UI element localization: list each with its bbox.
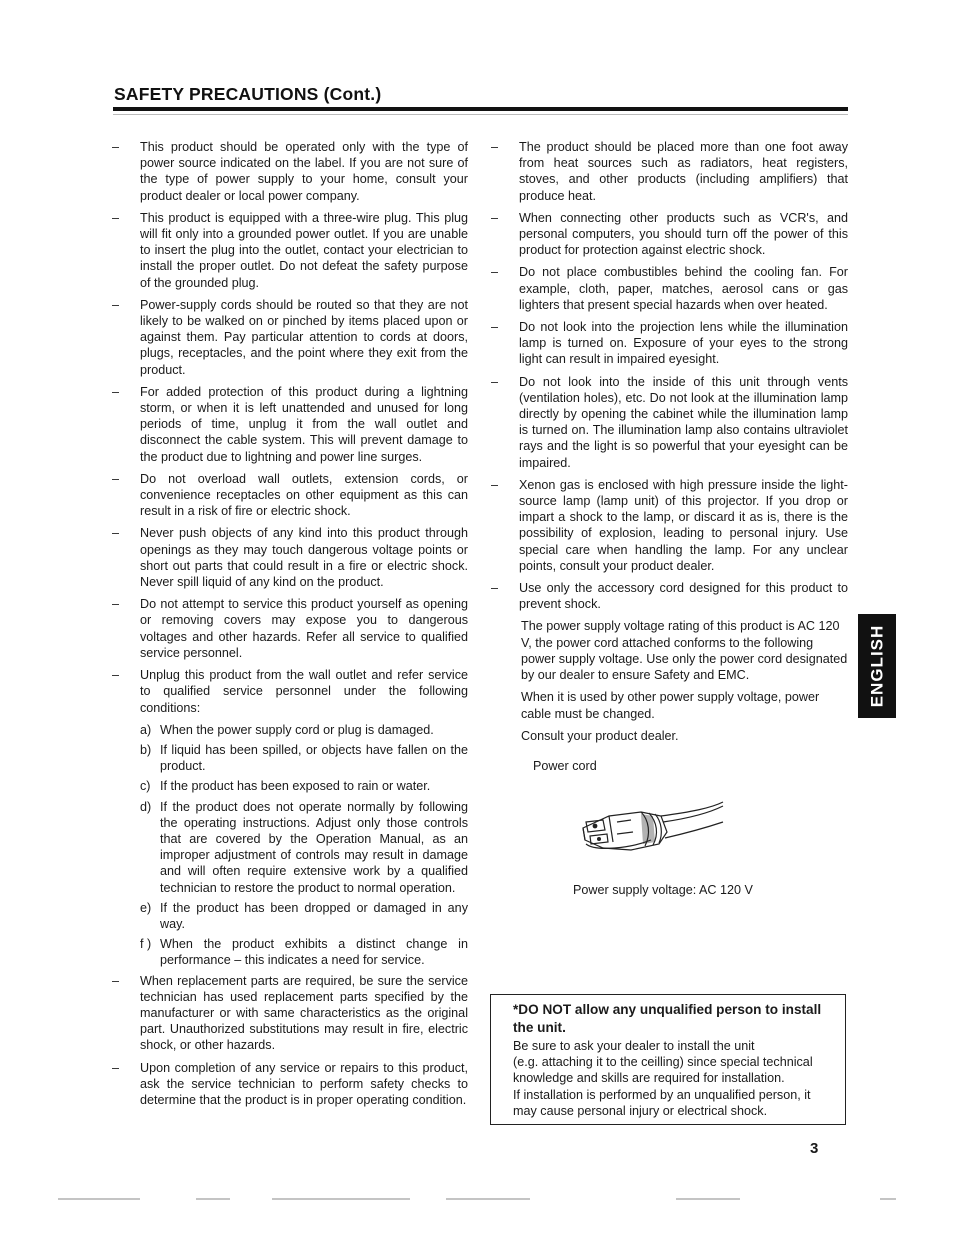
notice-line: If installation is performed by an unqualified person, it may cause personal injury or electrical shock. <box>513 1087 811 1118</box>
precaution-text: Do not overload wall outlets, extension cords, or convenience receptacles on other equipment as this can result in a risk of fire or electric shock. <box>140 471 468 519</box>
header-rule <box>113 107 848 111</box>
dash-bullet: – <box>112 140 120 154</box>
precaution-item <box>112 1060 468 1109</box>
condition-text: If the product has been exposed to rain or water. <box>160 779 431 794</box>
precaution-item <box>112 596 468 661</box>
precaution-text: Do not place combustibles behind the cooling fan. For example, cloth, paper, matches, aerosol cans or gas lighters that present special hazards when over heated. <box>519 265 848 312</box>
dash-bullet: – <box>112 471 120 486</box>
precaution-text: This product should be operated only with the type of power source indicated on the label. If you are not sure of the type of power supply to your home, consult your product dealer or local power company. <box>140 140 468 203</box>
precaution-text: Do not attempt to service this product yourself as opening or removing covers may expose you to dangerous voltages and other hazards. Refer all service to qualified service personnel. <box>140 597 468 660</box>
dash-bullet: – <box>491 320 499 335</box>
condition-label: b) <box>140 742 152 757</box>
precaution-text: Do not look into the inside of this unit through vents (ventilation holes), etc. Do not look at the illumination lamp directly by opening the cabinet while the illumination lamp is turned on. The illumination lamp also contains ultraviolet rays and the light is so powerful that your eyesight can be impaired. <box>519 374 848 470</box>
condition-label: d) <box>140 799 152 814</box>
dash-bullet: – <box>112 668 120 683</box>
precaution-text: For added protection of this product during a lightning storm, or when it is left unattended and unused for long periods of time, unplug it from the wall outlet and disconnect the cable system. This will prevent damage to the product due to lightning and power line surges. <box>140 384 468 464</box>
precaution-text: When replacement parts are required, be sure the service technician has used replacement parts specified by the manufacturer or with same characteristics as the original part. Unauthorized substitutions may result in fire, electric shock, or other hazards. <box>140 973 468 1053</box>
power-voltage-paragraph: When it is used by other power supply voltage, power cable must be changed. <box>521 690 820 721</box>
condition-item <box>112 742 468 774</box>
dash-bullet: – <box>112 1060 120 1075</box>
language-tab <box>858 614 896 718</box>
dash-bullet: – <box>491 140 499 154</box>
notice-line: (e.g. attaching it to the ceilling) since special technical knowledge and skills are required for installation. <box>513 1055 813 1086</box>
precaution-text: The product should be placed more than one foot away from heat sources such as radiators, heat registers, stoves, and other products (including amplifiers) that produce heat. <box>519 140 848 203</box>
condition-item <box>112 936 468 968</box>
right-column <box>491 139 848 898</box>
precaution-item <box>491 319 848 368</box>
condition-item <box>112 900 468 932</box>
dash-bullet: – <box>491 210 499 225</box>
dash-bullet: – <box>112 210 120 225</box>
dash-bullet: – <box>491 581 499 596</box>
dash-bullet: – <box>491 374 499 389</box>
precaution-text: Unplug this product from the wall outlet and refer service to qualified service personnel under the following conditions: <box>140 668 468 715</box>
condition-text: When the product exhibits a distinct change in performance – this indicates a need for service. <box>160 937 468 968</box>
precaution-item <box>491 477 848 574</box>
precaution-text: Power-supply cords should be routed so that they are not likely to be walked on or pinched by items placed upon or against them. Pay particular attention to cords at doors, plugs, receptacles, and the point where they exit from the product. <box>140 297 468 377</box>
condition-text: If the product does not operate normally by following the operating instructions. Adjust only those controls that are covered by the Operation Manual, as an improper adjustment of controls may result in damage and will often require extensive work by a qualified technician to restore the product to normal operation. <box>160 799 468 895</box>
condition-item <box>112 778 468 794</box>
power-cord-figure <box>491 782 848 872</box>
condition-label: e) <box>140 900 152 915</box>
power-cord-caption: Power supply voltage: AC 120 V <box>573 883 753 898</box>
consult-dealer-paragraph: Consult your product dealer. <box>521 728 679 743</box>
condition-item <box>112 799 468 896</box>
power-cord-label: Power cord <box>533 758 597 773</box>
notice-line: Be sure to ask your dealer to install the unit <box>513 1039 755 1053</box>
notice-title: *DO NOT allow any unqualified person to install the unit. <box>513 1002 822 1035</box>
precaution-item <box>112 667 468 716</box>
dash-bullet: – <box>112 526 120 541</box>
precaution-text: When connecting other products such as VCR's, and personal computers, you should turn off the power of this product for protection against electric shock. <box>519 210 848 258</box>
condition-text: When the power supply cord or plug is damaged. <box>160 722 434 737</box>
power-rating-paragraph: The power supply voltage rating of this product is AC 120 V, the power cord attached conforms to the following power supply voltage. Use only the power cord designated by our dealer to ensure Safety and EMC. <box>521 619 848 683</box>
dash-bullet: – <box>112 384 120 399</box>
precaution-item <box>491 139 848 204</box>
condition-label: a) <box>140 722 152 737</box>
dash-bullet: – <box>491 265 499 280</box>
precaution-text: Use only the accessory cord designed for this product to prevent shock. <box>519 581 848 612</box>
dash-bullet: – <box>112 597 120 612</box>
condition-label: c) <box>140 779 151 794</box>
condition-label: f ) <box>140 937 152 952</box>
precaution-text: Do not look into the projection lens while the illumination lamp is turned on. Exposure of your eyes to the strong light can result in impaired eyesight. <box>519 320 848 367</box>
precaution-item <box>112 297 468 378</box>
precaution-item <box>112 525 468 590</box>
installation-notice-box <box>490 994 846 1125</box>
dash-bullet: – <box>112 297 120 312</box>
precaution-text: This product is equipped with a three-wire plug. This plug will fit only into a grounded power outlet. If you are unable to insert the plug into the outlet, contact your electrician to install the proper outlet. Do not defeat the safety purpose of the grounded plug. <box>140 210 468 290</box>
precaution-item <box>112 471 468 520</box>
condition-text: If the product has been dropped or damaged in any way. <box>160 900 468 931</box>
precaution-item <box>112 139 468 204</box>
precaution-item <box>491 580 848 612</box>
precaution-item <box>491 264 848 313</box>
dash-bullet: – <box>112 973 120 988</box>
precaution-item <box>112 384 468 465</box>
precaution-item <box>112 210 468 291</box>
page-title: SAFETY PRECAUTIONS (Cont.) <box>114 84 382 104</box>
scan-artifact-lines <box>0 1196 954 1202</box>
precaution-item <box>112 973 468 1054</box>
left-column <box>112 139 468 1114</box>
condition-item <box>112 722 468 738</box>
page-number: 3 <box>810 1140 819 1157</box>
power-cord-plug-icon <box>491 782 848 872</box>
dash-bullet: – <box>491 477 499 492</box>
precaution-item <box>491 374 848 471</box>
precaution-item <box>491 210 848 259</box>
header-rule-thin <box>113 114 848 115</box>
precaution-text: Never push objects of any kind into this product through openings as they may touch dangerous voltage points or short out parts that could result in a fire or electric shock. Never spill liquid of any kind on the product. <box>140 526 468 590</box>
precaution-text: Upon completion of any service or repairs to this product, ask the service technician to perform safety checks to determine that the product is in proper operating condition. <box>140 1060 468 1107</box>
condition-text: If liquid has been spilled, or objects have fallen on the product. <box>160 742 468 774</box>
precaution-text: Xenon gas is enclosed with high pressure inside the light-source lamp (lamp unit) of this projector. If you drop or impart a shock to the lamp, or discard it as is, there is the possibility of explosion, leading to personal injury. Use special care when handling the lamp. For any unclear points, consult your product dealer. <box>519 477 848 573</box>
language-tab-label: ENGLISH <box>867 624 886 708</box>
